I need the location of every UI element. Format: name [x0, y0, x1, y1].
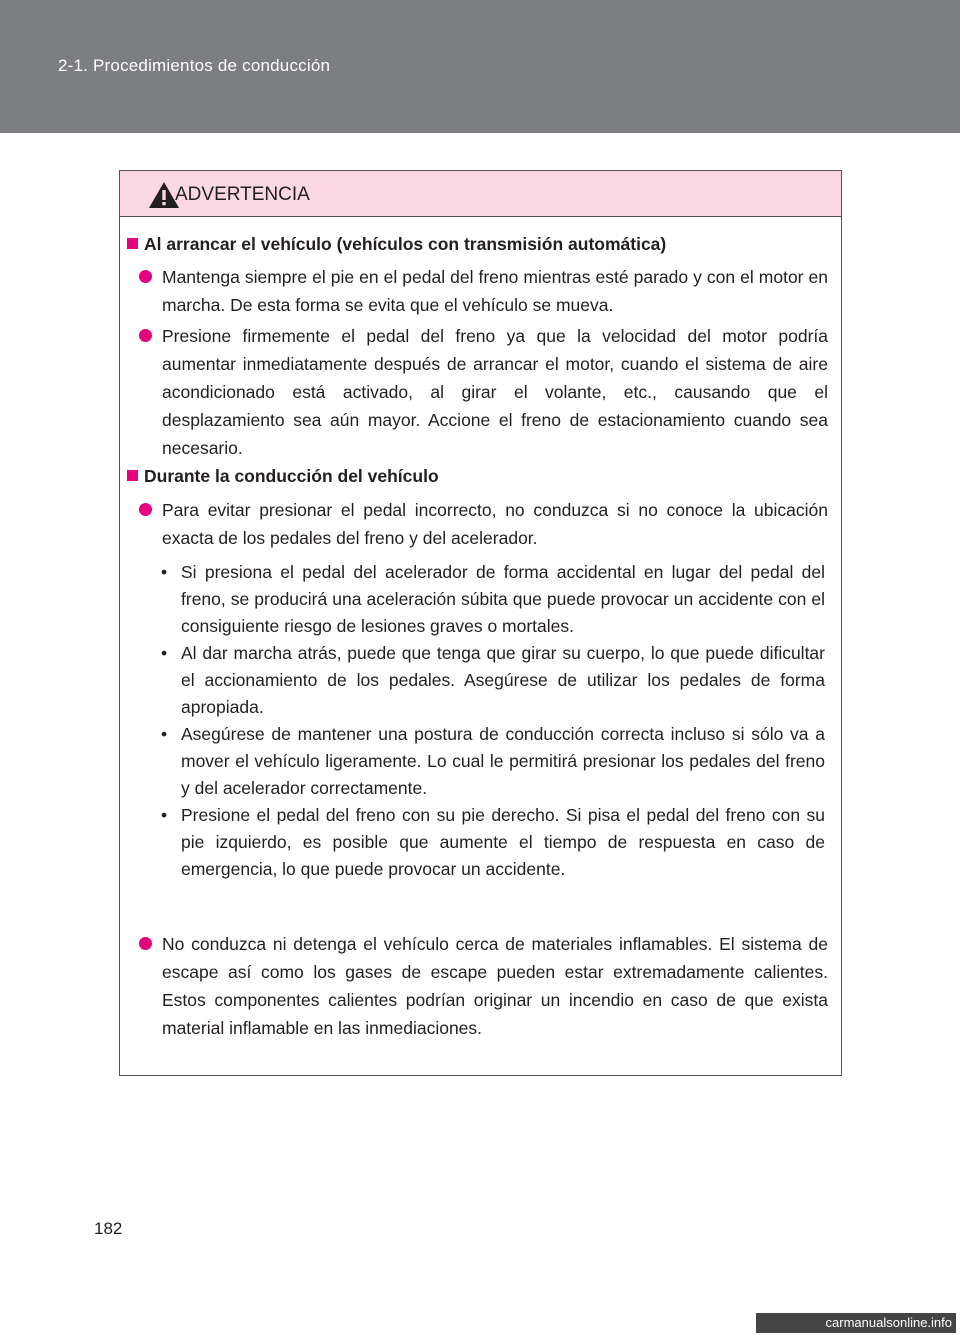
warning-label: ADVERTENCIA	[175, 184, 310, 205]
sub-item-text: Asegúrese de mantener una postura de conducción correcta incluso si sólo va a mover el vehículo ligeramente. Lo cual le permitirá presionar los pedales del freno y del acelerador correctamente.	[181, 724, 825, 798]
dot-bullet-icon: •	[161, 724, 168, 744]
square-bullet-icon	[127, 238, 138, 249]
circle-bullet-icon	[139, 270, 152, 283]
item-text: No conduzca ni detenga el vehículo cerca de materiales inflamables. El sistema de escape así como los gases de escape pueden estar extremadamente calientes. Estos componentes calientes podrían originar un incendio en caso de que exista material inflamable en las inmediaciones.	[162, 934, 828, 1038]
sub-list-item	[161, 640, 825, 721]
sub-list-item	[161, 559, 825, 640]
item-text: Para evitar presionar el pedal incorrecto, no conduzca si no conoce la ubicación exacta de los pedales del freno y del acelerador.	[162, 500, 828, 548]
square-bullet-icon	[127, 470, 138, 481]
dot-bullet-icon: •	[161, 643, 168, 663]
warning-header	[120, 171, 841, 217]
section-title	[127, 462, 439, 490]
list-item	[139, 930, 828, 1042]
dot-bullet-icon: •	[161, 805, 168, 825]
watermark: carmanualsonline.info	[756, 1313, 956, 1333]
section-breadcrumb: 2-1. Procedimientos de conducción	[58, 56, 331, 75]
circle-bullet-icon	[139, 503, 152, 516]
sub-list	[161, 559, 825, 883]
list-item	[139, 496, 828, 552]
list-item	[139, 263, 828, 319]
circle-bullet-icon	[139, 937, 152, 950]
sub-item-text: Presione el pedal del freno con su pie derecho. Si pisa el pedal del freno con su pie izquierdo, es posible que aumente el tiempo de respuesta en caso de emergencia, lo que puede provocar un accidente.	[181, 805, 825, 879]
dot-bullet-icon: •	[161, 562, 168, 582]
page-number: 182	[94, 1219, 123, 1238]
item-text: Presione firmemente el pedal del freno ya que la velocidad del motor podría aumentar inmediatamente después de arrancar el motor, cuando el sistema de aire acondicionado está activado, al girar el volante, etc., causando que el desplazamiento sea aún mayor. Accione el freno de estacionamiento cuando sea necesario.	[162, 326, 828, 458]
sub-list-item	[161, 721, 825, 802]
sub-item-text: Al dar marcha atrás, puede que tenga que girar su cuerpo, lo que puede dificultar el accionamiento de los pedales. Asegúrese de utilizar los pedales de forma apropiada.	[181, 643, 825, 717]
sub-item-text: Si presiona el pedal del acelerador de forma accidental en lugar del pedal del freno, se producirá una aceleración súbita que puede provocar un accidente con el consiguiente riesgo de lesiones graves o mortales.	[181, 562, 825, 636]
section-title-text: Al arrancar el vehículo (vehículos con transmisión automática)	[144, 234, 667, 254]
section-title	[127, 230, 666, 258]
item-text: Mantenga siempre el pie en el pedal del freno mientras esté parado y con el motor en marcha. De esta forma se evita que el vehículo se mueva.	[162, 267, 828, 315]
circle-bullet-icon	[139, 329, 152, 342]
list-item	[139, 322, 828, 462]
sub-list-item	[161, 802, 825, 883]
section-title-text: Durante la conducción del vehículo	[144, 466, 439, 486]
page-header	[0, 0, 960, 133]
warning-box	[119, 170, 842, 1076]
